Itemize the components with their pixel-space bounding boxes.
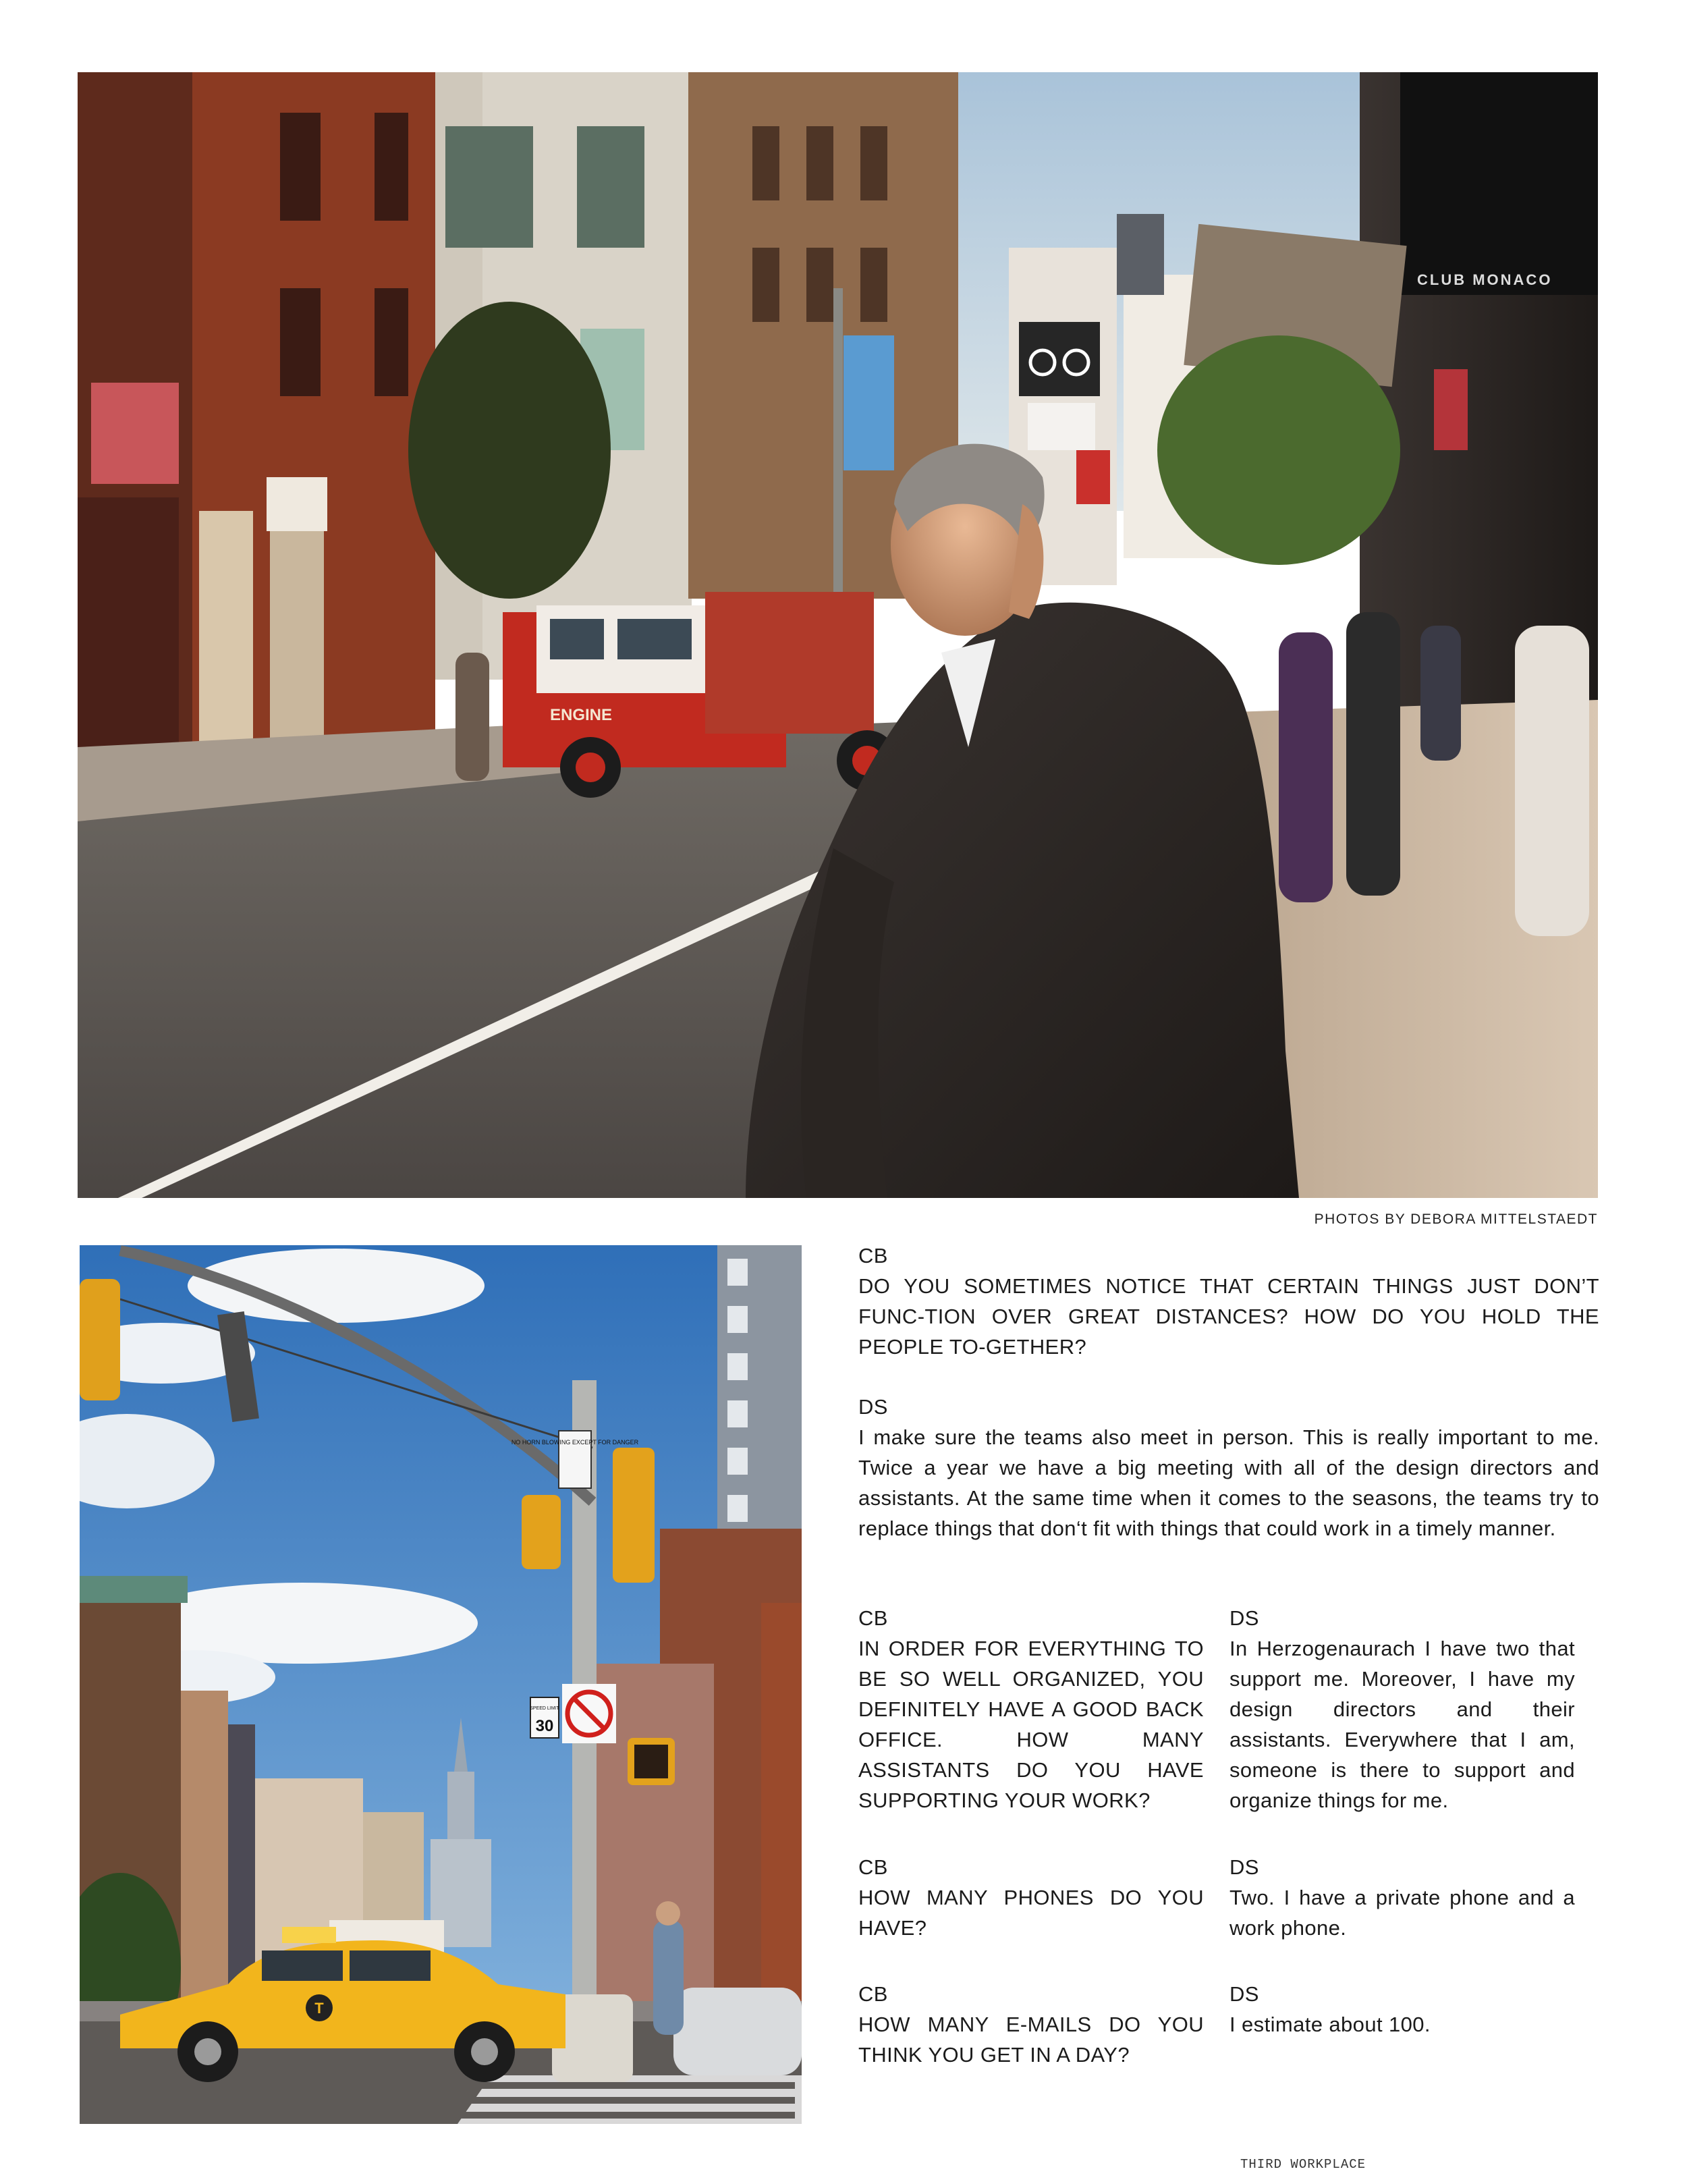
question-text: IN ORDER FOR EVERYTHING TO BE SO WELL ORGANIZED, YOU DEFINITELY HAVE A GOOD BACK OFFICE. HOW MANY ASSISTANTS DO YOU HAVE SUPPORTING YOUR WORK? bbox=[858, 1637, 1204, 1812]
answer-1 bbox=[858, 1392, 1599, 1544]
taxi-logo: T bbox=[314, 2000, 324, 2017]
question-2 bbox=[858, 1603, 1204, 1816]
speaker-cb: CB bbox=[858, 1982, 888, 2006]
fire-truck bbox=[503, 592, 897, 798]
question-4 bbox=[858, 1979, 1204, 2070]
speaker-ds: DS bbox=[858, 1395, 888, 1419]
speaker-cb: CB bbox=[858, 1606, 888, 1630]
speaker-cb: CB bbox=[858, 1244, 888, 1267]
awning-text: CLUB MONACO bbox=[1417, 271, 1553, 288]
question-1 bbox=[858, 1240, 1599, 1362]
answer-2 bbox=[1229, 1603, 1575, 1816]
speaker-ds: DS bbox=[1229, 1982, 1259, 2006]
answer-text: I make sure the teams also meet in person. This is really important to me. Twice a year we have a big meeting with all of the design directors and assistants. At the same time when it comes to the seasons, the teams try to replace things that don‘t fit with things that could work in a timely manner. bbox=[858, 1425, 1599, 1540]
speed-limit-value: 30 bbox=[535, 1717, 554, 1735]
page-footer: THIRD WORKPLACE bbox=[1240, 2157, 1366, 2172]
speed-limit-top: SPEED LIMIT bbox=[530, 1706, 559, 1711]
question-text: HOW MANY PHONES DO YOU HAVE? bbox=[858, 1886, 1204, 1940]
speaker-cb: CB bbox=[858, 1855, 888, 1879]
street-photo bbox=[80, 1245, 802, 2124]
answer-4 bbox=[1229, 1979, 1575, 2040]
no-horn-sign: NO HORN BLOWING EXCEPT FOR DANGER bbox=[511, 1439, 639, 1446]
speaker-ds: DS bbox=[1229, 1855, 1259, 1879]
question-text: DO YOU SOMETIMES NOTICE THAT CERTAIN THINGS JUST DON’T FUNC-TION OVER GREAT DISTANCES? HOW DO YOU HOLD THE PEOPLE TO-GETHER? bbox=[858, 1274, 1599, 1359]
hero-photo bbox=[78, 72, 1598, 1198]
answer-3 bbox=[1229, 1852, 1575, 1943]
question-text: HOW MANY E-MAILS DO YOU THINK YOU GET IN A DAY? bbox=[858, 2013, 1204, 2067]
fire-truck-label: ENGINE bbox=[550, 706, 613, 724]
answer-text: Two. I have a private phone and a work phone. bbox=[1229, 1886, 1575, 1940]
answer-text: In Herzogenaurach I have two that support me. Moreover, I have my design directors and their assistants. Everywhere that I am, someone is there to support and organize things for me. bbox=[1229, 1637, 1575, 1812]
answer-text: I estimate about 100. bbox=[1229, 2013, 1431, 2036]
photo-credit: PHOTOS BY DEBORA MITTELSTAEDT bbox=[1314, 1211, 1598, 1227]
question-3 bbox=[858, 1852, 1204, 1943]
speaker-ds: DS bbox=[1229, 1606, 1259, 1630]
